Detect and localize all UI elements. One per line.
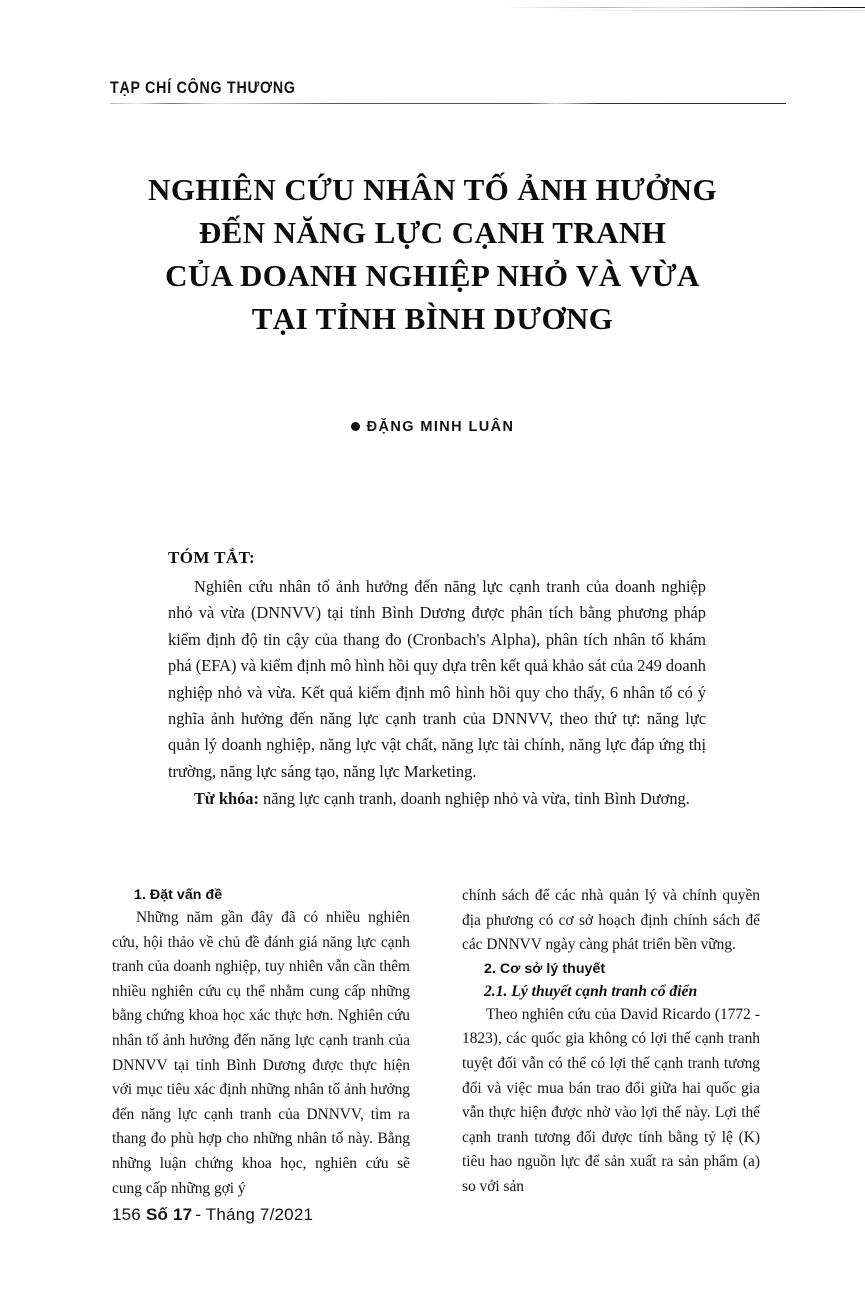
title-line-1: NGHIÊN CỨU NHÂN TỐ ẢNH HƯỞNG — [148, 172, 717, 207]
bullet-icon — [351, 422, 360, 431]
heading-section-2-1: 2.1. Lý thuyết cạnh tranh cổ điển — [484, 982, 698, 1000]
abstract-section — [168, 548, 706, 813]
column-left — [112, 884, 410, 1201]
paragraph-continued: chính sách để các nhà quản lý và chính quyền địa phương có cơ sở hoạch định chính sách để các DNNVV ngày càng phát triển bền vững. — [462, 887, 760, 954]
journal-name: TẠP CHÍ CÔNG THƯƠNG — [110, 79, 296, 97]
body-columns — [112, 884, 760, 1197]
paragraph-section-1: Những năm gần đây đã có nhiều nghiên cứu, hội thảo về chủ đề đánh giá năng lực cạnh tranh của doanh nghiệp, tuy nhiên vẫn cần thêm nhiều nghiên cứu cụ thể nhằm cung cấp những bằng chứng khoa học xác thực hơn. Nghiên cứu nhân tố ảnh hưởng đến năng lực cạnh tranh của DNNVV tại tỉnh Bình Dương được thực hiện với mục tiêu xác định những nhân tố ảnh hưởng đến năng lực cạnh tranh của DNNVV, tìm ra thang đo phù hợp cho những nhân tố này. Bằng những luận chứng khoa học, nghiên cứu sẽ cung cấp những gợi ý — [112, 909, 410, 1197]
keywords-label: Từ khóa: — [194, 789, 259, 809]
author-name: ĐẶNG MINH LUÂN — [366, 419, 515, 435]
title-line-2: ĐẾN NĂNG LỰC CẠNH TRANH — [198, 215, 667, 250]
scan-edge-artifact-secondary — [545, 10, 865, 11]
abstract-body: Nghiên cứu nhân tố ảnh hưởng đến năng lực cạnh tranh của doanh nghiệp nhỏ và vừa (DNNVV) tại tỉnh Bình Dương được phân tích bằng phương pháp kiểm định độ tin cậy của thang đo (Cronbach's Alpha), phân tích nhân tố khám phá (EFA) và kiểm định mô hình hồi quy dựa trên kết quả khảo sát của 249 doanh nghiệp nhỏ và vừa. Kết quả kiểm định mô hình hồi quy cho thấy, 6 nhân tố có ý nghĩa ảnh hưởng đến năng lực cạnh tranh của DNNVV, theo thứ tự: năng lực quản lý doanh nghiệp, năng lực vật chất, năng lực tài chính, năng lực đáp ứng thị trường, năng lực sáng tạo, năng lực Marketing. — [168, 577, 706, 781]
keywords-line — [168, 786, 706, 812]
issue-number: Số 17 — [145, 1205, 193, 1224]
title-line-3: CỦA DOANH NGHIỆP NHỎ VÀ VỪA — [165, 258, 700, 293]
page-number: 156 — [112, 1205, 141, 1224]
heading-section-1: 1. Đặt vấn đề — [134, 887, 223, 903]
column-right — [462, 884, 760, 1200]
issue-date: - Tháng 7/2021 — [195, 1205, 314, 1224]
abstract-heading: TÓM TẮT: — [168, 548, 256, 567]
masthead-divider — [110, 103, 786, 104]
article-title — [0, 168, 865, 340]
masthead — [110, 79, 810, 109]
keywords-text: năng lực cạnh tranh, doanh nghiệp nhỏ và vừa, tỉnh Bình Dương. — [258, 789, 690, 809]
title-line-4: TẠI TỈNH BÌNH DƯƠNG — [251, 301, 614, 336]
paragraph-section-2-1: Theo nghiên cứu của David Ricardo (1772 - 1823), các quốc gia không có lợi thế cạnh tranh tuyệt đối vẫn có thể có lợi thế cạnh tranh tương đối và việc mua bán trao đổi giữa hai quốc gia vẫn thực hiện được nhờ vào lợi thế này. Lợi thế cạnh tranh tương đối được tính bằng tỷ lệ (K) tiêu hao nguồn lực để sản xuất ra sản phẩm (a) so với sản — [462, 1005, 760, 1195]
heading-section-2: 2. Cơ sở lý thuyết — [484, 960, 606, 977]
scan-edge-artifact — [505, 7, 865, 8]
page-footer — [112, 1205, 313, 1225]
author-byline — [0, 419, 865, 435]
